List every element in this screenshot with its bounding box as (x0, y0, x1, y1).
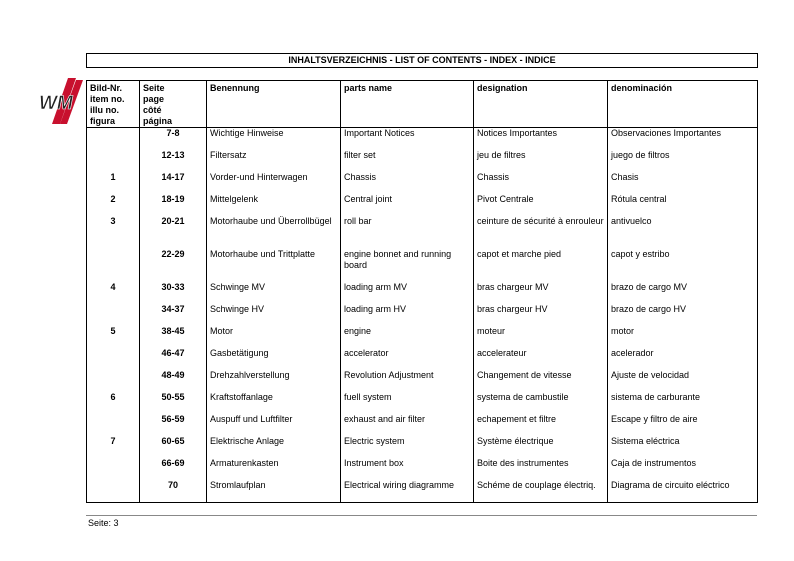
table-row (87, 128, 758, 151)
cell-designation: bras chargeur HV (474, 304, 608, 326)
cell-benennung: Stromlaufplan (207, 480, 341, 503)
cell-seite: 30-33 (140, 282, 207, 304)
cell-bild (87, 370, 140, 392)
footer-divider (86, 515, 757, 516)
header-parts-name: parts name (341, 81, 474, 128)
cell-parts-name: loading arm HV (341, 304, 474, 326)
cell-parts-name: Central joint (341, 194, 474, 216)
cell-designation: moteur (474, 326, 608, 348)
cell-denominacion: motor (608, 326, 758, 348)
cell-denominacion: capot y estribo (608, 249, 758, 282)
cell-denominacion: sistema de carburante (608, 392, 758, 414)
cell-benennung: Motorhaube und Trittplatte (207, 249, 341, 282)
table-row (87, 249, 758, 282)
cell-parts-name: fuell system (341, 392, 474, 414)
table-row (87, 326, 758, 348)
cell-seite: 14-17 (140, 172, 207, 194)
cell-seite: 12-13 (140, 150, 207, 172)
cell-seite: 50-55 (140, 392, 207, 414)
cell-benennung: Gasbetätigung (207, 348, 341, 370)
cell-benennung: Filtersatz (207, 150, 341, 172)
wm-logo (38, 76, 84, 126)
cell-seite: 70 (140, 480, 207, 503)
cell-designation: Système électrique (474, 436, 608, 458)
cell-seite: 34-37 (140, 304, 207, 326)
cell-designation: jeu de filtres (474, 150, 608, 172)
cell-designation: bras chargeur MV (474, 282, 608, 304)
cell-seite: 48-49 (140, 370, 207, 392)
cell-parts-name: roll bar (341, 216, 474, 249)
cell-denominacion: antivuelco (608, 216, 758, 249)
cell-bild (87, 414, 140, 436)
cell-denominacion: Caja de instrumentos (608, 458, 758, 480)
table-row (87, 458, 758, 480)
cell-benennung: Vorder-und Hinterwagen (207, 172, 341, 194)
cell-denominacion: Ajuste de velocidad (608, 370, 758, 392)
cell-benennung: Wichtige Hinweise (207, 128, 341, 151)
cell-designation: Changement de vitesse (474, 370, 608, 392)
cell-designation: Notices Importantes (474, 128, 608, 151)
table-row (87, 436, 758, 458)
cell-bild: 7 (87, 436, 140, 458)
cell-bild: 2 (87, 194, 140, 216)
cell-seite: 66-69 (140, 458, 207, 480)
cell-designation: capot et marche pied (474, 249, 608, 282)
cell-seite: 18-19 (140, 194, 207, 216)
table-row (87, 480, 758, 503)
cell-parts-name: filter set (341, 150, 474, 172)
cell-bild (87, 128, 140, 151)
table-row (87, 194, 758, 216)
header-bild: Bild-Nr. item no. illu no. figura (87, 81, 140, 128)
cell-benennung: Drehzahlverstellung (207, 370, 341, 392)
table-row (87, 216, 758, 249)
page-number: Seite: 3 (88, 518, 119, 528)
table-row (87, 348, 758, 370)
cell-designation: Pivot Centrale (474, 194, 608, 216)
cell-parts-name: loading arm MV (341, 282, 474, 304)
cell-denominacion: Sistema eléctrica (608, 436, 758, 458)
page-title: INHALTSVERZEICHNIS - LIST OF CONTENTS - INDEX - INDICE (86, 53, 758, 68)
table-header-row (87, 81, 758, 128)
cell-designation: Boite des instrumentes (474, 458, 608, 480)
cell-denominacion: juego de filtros (608, 150, 758, 172)
cell-benennung: Kraftstoffanlage (207, 392, 341, 414)
cell-bild: 4 (87, 282, 140, 304)
cell-bild (87, 249, 140, 282)
table-row (87, 304, 758, 326)
cell-bild (87, 348, 140, 370)
cell-bild: 1 (87, 172, 140, 194)
cell-parts-name: exhaust and air filter (341, 414, 474, 436)
cell-parts-name: Important Notices (341, 128, 474, 151)
cell-seite: 60-65 (140, 436, 207, 458)
cell-parts-name: Electrical wiring diagramme (341, 480, 474, 503)
cell-benennung: Motor (207, 326, 341, 348)
header-seite: Seite page côté página (140, 81, 207, 128)
cell-seite: 46-47 (140, 348, 207, 370)
cell-bild: 6 (87, 392, 140, 414)
cell-parts-name: engine bonnet and running board (341, 249, 474, 282)
table-row (87, 150, 758, 172)
cell-benennung: Schwinge HV (207, 304, 341, 326)
cell-parts-name: Chassis (341, 172, 474, 194)
cell-parts-name: engine (341, 326, 474, 348)
cell-seite: 22-29 (140, 249, 207, 282)
cell-parts-name: Electric system (341, 436, 474, 458)
cell-parts-name: Instrument box (341, 458, 474, 480)
cell-designation: echapement et filtre (474, 414, 608, 436)
cell-denominacion: acelerador (608, 348, 758, 370)
cell-bild (87, 480, 140, 503)
cell-parts-name: Revolution Adjustment (341, 370, 474, 392)
header-designation: designation (474, 81, 608, 128)
cell-designation: ceinture de sécurité à enrouleur (474, 216, 608, 249)
cell-benennung: Motorhaube und Überrollbügel (207, 216, 341, 249)
cell-denominacion: brazo de cargo HV (608, 304, 758, 326)
cell-designation: accelerateur (474, 348, 608, 370)
cell-denominacion: Diagrama de circuito eléctrico (608, 480, 758, 503)
cell-designation: Schéme de couplage électriq. (474, 480, 608, 503)
table-row (87, 370, 758, 392)
cell-designation: systema de cambustile (474, 392, 608, 414)
cell-bild (87, 458, 140, 480)
table-row (87, 282, 758, 304)
cell-seite: 38-45 (140, 326, 207, 348)
cell-benennung: Mittelgelenk (207, 194, 341, 216)
cell-denominacion: Rótula central (608, 194, 758, 216)
cell-bild (87, 304, 140, 326)
cell-denominacion: Chasis (608, 172, 758, 194)
cell-bild (87, 150, 140, 172)
table-row (87, 172, 758, 194)
contents-table (86, 80, 758, 503)
cell-denominacion: brazo de cargo MV (608, 282, 758, 304)
cell-seite: 7-8 (140, 128, 207, 151)
cell-parts-name: accelerator (341, 348, 474, 370)
header-denominacion: denominación (608, 81, 758, 128)
cell-benennung: Armaturenkasten (207, 458, 341, 480)
cell-benennung: Schwinge MV (207, 282, 341, 304)
table-row (87, 414, 758, 436)
cell-designation: Chassis (474, 172, 608, 194)
logo-text: WM (39, 93, 73, 114)
cell-denominacion: Observaciones Importantes (608, 128, 758, 151)
header-benennung: Benennung (207, 81, 341, 128)
cell-bild: 3 (87, 216, 140, 249)
table-row (87, 392, 758, 414)
cell-benennung: Elektrische Anlage (207, 436, 341, 458)
cell-benennung: Auspuff und Luftfilter (207, 414, 341, 436)
cell-seite: 56-59 (140, 414, 207, 436)
cell-bild: 5 (87, 326, 140, 348)
cell-seite: 20-21 (140, 216, 207, 249)
cell-denominacion: Escape y filtro de aire (608, 414, 758, 436)
